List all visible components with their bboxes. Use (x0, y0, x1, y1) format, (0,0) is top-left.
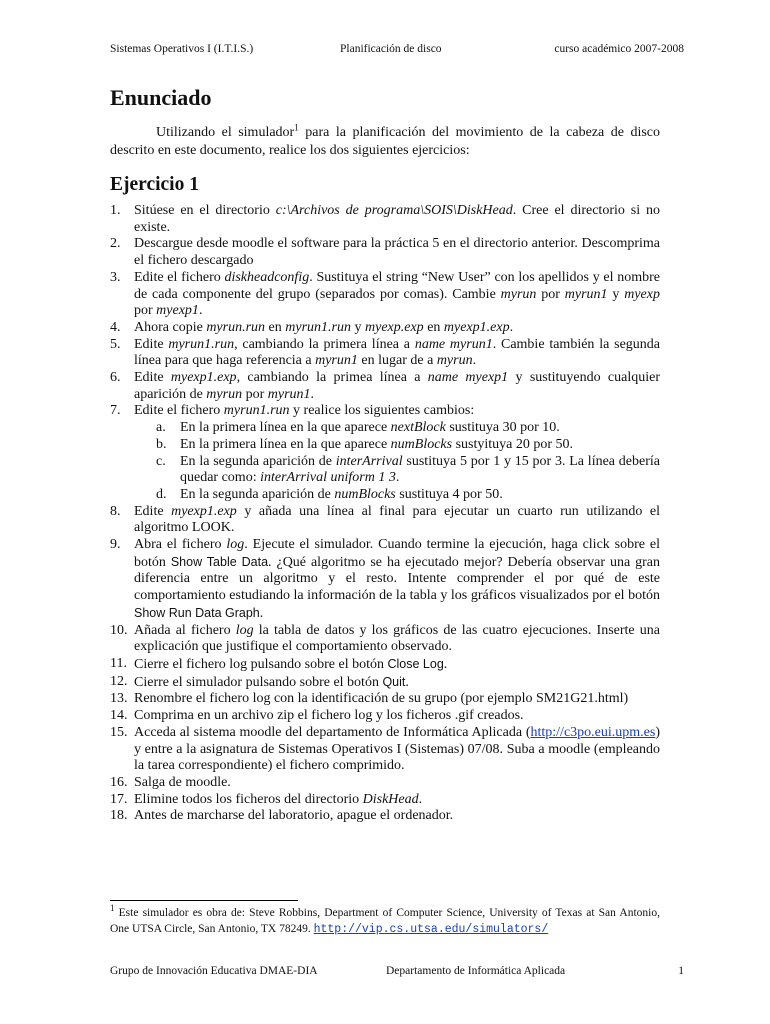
step-button-name: Close Log (387, 656, 444, 671)
step-italic-term: myexp1.exp (443, 319, 510, 335)
step-text: . (472, 353, 477, 369)
list-item-number: 8. (110, 503, 121, 519)
page-footer (110, 965, 684, 981)
step-italic-term: myexp (624, 286, 660, 302)
list-item (110, 320, 660, 337)
list-item-number: 3. (110, 269, 121, 285)
step-text: . (259, 605, 264, 621)
step-text: y sustituyendo cualquier aparición de (134, 370, 661, 402)
list-item-number: 6. (110, 370, 121, 386)
list-item-number: 16. (110, 774, 128, 790)
step-text: Edite (134, 370, 171, 386)
step-text: ) y entre a la asignatura de Sistemas Operativos I (Sistemas) 07/08. Suba a moodle (empleando la tarea correspondiente) el fichero comprimido. (134, 724, 660, 774)
step-italic-term: interArrival uniform 1 3 (260, 470, 396, 486)
step-text: y (351, 319, 365, 335)
sub-list-item (134, 420, 660, 437)
list-item (110, 504, 660, 537)
list-item-number: 13. (110, 691, 128, 707)
header-course: Sistemas Operativos I (I.T.I.S.) (110, 43, 254, 55)
step-italic-term: myexp1.exp (170, 370, 237, 386)
step-text: Abra el fichero (134, 537, 227, 553)
step-text: sustyituya 20 por 50. (452, 436, 574, 452)
list-item-number: 1. (110, 203, 121, 218)
intro-text-after: para la planificación del movimiento de la cabeza de disco descrito en este documento, realice los dos siguientes ejercicios: (110, 125, 660, 158)
step-italic-term: myexp1.exp (171, 503, 237, 519)
step-italic-term: numBlocks (390, 436, 453, 452)
list-item (110, 623, 660, 656)
step-button-name: Quit (382, 674, 406, 689)
step-text: En la segunda aparición de (180, 453, 336, 469)
step-text: en lugar de a (357, 353, 437, 369)
step-text: . (418, 791, 423, 807)
sub-list (134, 420, 660, 504)
step-italic-term: myrun1.run (223, 403, 290, 419)
list-item-number: 4. (110, 319, 121, 335)
step-text: . (395, 470, 400, 486)
step-text: Acceda al sistema moodle del departamento de Informática Aplicada ( (134, 724, 531, 740)
step-text: Edite (134, 503, 172, 519)
step-text: . (405, 674, 409, 690)
step-text: Cierre el simulador pulsando sobre el botón (134, 674, 383, 690)
sub-list-item (134, 454, 660, 487)
list-item-number: 17. (110, 791, 128, 807)
step-italic-term: myexp1 (156, 303, 199, 319)
list-item-number: 9. (110, 537, 121, 553)
step-text: Edite el fichero (134, 269, 225, 285)
step-text: . Cree el directorio si no existe. (134, 203, 660, 235)
sub-list-item-letter: b. (156, 436, 167, 452)
step-italic-term: interArrival (335, 453, 403, 469)
step-italic-term: log (235, 622, 254, 638)
footer-department: Departamento de Informática Aplicada (386, 965, 566, 977)
section-title: Enunciado (110, 85, 212, 110)
step-italic-term: myrun1 (564, 286, 608, 302)
list-item (110, 537, 660, 623)
step-text: Ahora copie (134, 319, 207, 335)
step-text: por (242, 386, 268, 402)
list-item (110, 808, 660, 825)
step-text: . (443, 656, 448, 672)
step-text: Cierre el fichero log pulsando sobre el botón (134, 656, 388, 672)
step-text: . ¿Qué algoritmo se ha ejecutado mejor? Debería observar una gran diferencia entre un algoritmo y el resto. Intente comprender el por qué de este comportamiento estudiando la información de la tabla y los gráficos visualizados por el botón (134, 554, 660, 604)
step-text: Renombre el fichero log con la identificación de su grupo (por ejemplo SM21G21.html) (134, 691, 629, 707)
step-text: por (134, 303, 157, 319)
footnote-mark: 1 (110, 903, 115, 914)
step-italic-term: myrun (206, 386, 243, 402)
sub-list-item-letter: c. (156, 453, 166, 469)
step-text: Elimine todos los ficheros del directorio (134, 791, 363, 807)
step-text: en (423, 319, 444, 335)
step-italic-term: log (226, 537, 245, 553)
step-italic-term: myrun1.run (285, 319, 351, 335)
list-item (110, 674, 660, 692)
step-text: . Ejecute el simulador. Cuando termine la ejecución, haga click sobre el botón (134, 537, 660, 570)
header-topic: Planificación de disco (340, 43, 442, 55)
step-text: Edite el fichero (134, 403, 224, 419)
list-item (110, 691, 660, 708)
step-text: En la primera línea en la que aparece (180, 436, 391, 452)
page-header (110, 43, 684, 59)
step-text: , cambiando la primera línea a (234, 336, 415, 352)
step-italic-term: DiskHead (362, 791, 419, 807)
step-text: y (607, 286, 625, 302)
footnote-divider (110, 900, 298, 901)
sub-list-item (134, 437, 660, 454)
step-button-name: Show Table Data (170, 554, 269, 569)
list-item (110, 775, 660, 792)
step-text: por (536, 286, 565, 302)
step-italic-term: myrun1 (315, 353, 358, 369)
list-item (110, 656, 660, 674)
list-item-number: 10. (110, 622, 128, 638)
step-button-name: Show Run Data Graph (134, 605, 260, 620)
step-text: . (310, 386, 315, 402)
step-text: Sitúese en el directorio (134, 203, 276, 218)
list-item-number: 7. (110, 403, 121, 419)
step-text: Salga de moodle. (134, 774, 231, 790)
list-item (110, 792, 660, 809)
sub-list-item-letter: a. (156, 420, 166, 436)
list-item-number: 14. (110, 708, 128, 724)
step-italic-term: myrun.run (206, 319, 266, 335)
list-item-number: 12. (110, 673, 128, 689)
list-item-number: 2. (110, 236, 121, 252)
header-year: curso académico 2007-2008 (554, 43, 684, 55)
footnote (110, 903, 660, 937)
list-item-number: 5. (110, 336, 121, 352)
step-text: sustituya 5 por 1 y 15 por 3. La línea debería quedar como: (180, 453, 660, 486)
step-text: sustituya 30 por 10. (445, 420, 560, 436)
step-italic-term: name myrun1 (414, 336, 493, 352)
step-text: En la segunda aparición de (180, 486, 335, 502)
list-item (110, 236, 660, 269)
step-italic-term: myrun (500, 286, 537, 302)
sub-list-item (134, 487, 660, 504)
step-italic-term: nextBlock (390, 420, 446, 436)
step-text: En la primera línea en la que aparece (180, 420, 391, 436)
list-item (110, 203, 660, 236)
list-item (110, 403, 660, 503)
footnote-link[interactable]: http://vip.cs.utsa.edu/simulators/ (313, 922, 549, 936)
step-text: . (198, 303, 203, 319)
step-text: Añada al fichero (134, 622, 236, 638)
list-item (110, 708, 660, 725)
step-text: y realice los siguientes cambios: (289, 403, 475, 419)
footer-group: Grupo de Innovación Educativa DMAE-DIA (110, 965, 318, 977)
step-text: y añada una línea al final para ejecutar un cuarto run utilizando el algoritmo LOOK. (134, 503, 660, 536)
step-italic-term: myrun1 (267, 386, 311, 402)
step-text: en (265, 319, 286, 335)
step-text: la tabla de datos y los gráficos de las cuatro ejecuciones. Inserte una explicación que justifique el comportamiento observado. (134, 622, 660, 655)
step-text: , cambiando la primea línea a (236, 370, 428, 386)
exercise-title: Ejercicio 1 (110, 174, 199, 195)
step-italic-term: name myexp1 (427, 370, 509, 386)
list-item-number: 15. (110, 724, 128, 740)
intro-footnote-mark: 1 (294, 122, 299, 133)
exercise-steps-list (110, 203, 660, 825)
step-link[interactable]: http://c3po.eui.upm.es (530, 724, 656, 740)
step-text: . Cambie también la segunda línea para que haga referencia a (134, 336, 660, 369)
step-italic-term: myrun (436, 353, 473, 369)
step-text: Descargue desde moodle el software para la práctica 5 en el directorio anterior. Descomprima el fichero descargado (134, 236, 660, 269)
footnote-text: Este simulador es obra de: Steve Robbins, Department of Computer Science, University of Texas at San Antonio, One UTSA Circle, San Antonio, TX 78249. (110, 907, 660, 935)
list-item (110, 725, 660, 775)
list-item-number: 18. (110, 808, 128, 824)
intro-text-before: Utilizando el simulador (156, 125, 295, 140)
step-italic-term: numBlocks (334, 486, 396, 502)
step-text: sustituya 4 por 50. (395, 486, 503, 502)
step-text: Antes de marcharse del laboratorio, apague el ordenador. (134, 808, 454, 824)
list-item (110, 270, 660, 320)
step-text: . Sustituya el string “New User” con los apellidos y el nombre de cada componente del grupo (separados por comas). Cambie (134, 269, 660, 302)
step-italic-term: c:\Archivos de programa\SOIS\DiskHead (275, 203, 513, 218)
step-text: Comprima en un archivo zip el fichero log y los ficheros .gif creados. (134, 708, 524, 724)
footer-page-number: 1 (678, 965, 684, 977)
step-text: Edite (134, 336, 169, 352)
list-item-number: 11. (110, 655, 127, 671)
list-item (110, 337, 660, 370)
sub-list-item-letter: d. (156, 486, 167, 502)
list-item (110, 370, 660, 403)
intro-paragraph (110, 124, 660, 160)
step-text: . (509, 319, 514, 335)
step-italic-term: diskheadconfig (224, 269, 310, 285)
step-italic-term: myexp.exp (365, 319, 424, 335)
step-italic-term: myrun1.run (168, 336, 235, 352)
